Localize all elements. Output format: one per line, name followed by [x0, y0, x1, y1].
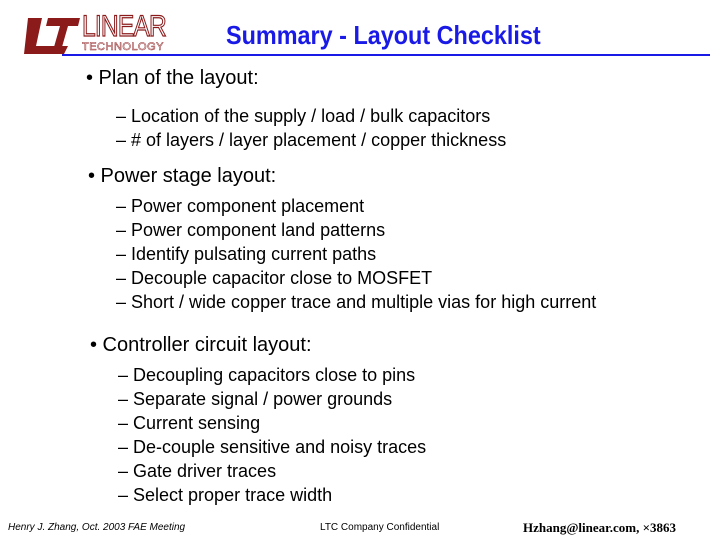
list-item: – Decouple capacitor close to MOSFET: [116, 268, 433, 288]
list-item: – Identify pulsating current paths: [116, 244, 377, 264]
section-controller: [90, 333, 426, 507]
list-item: – Decoupling capacitors close to pins: [118, 365, 416, 385]
title-divider: [62, 54, 710, 56]
logo-wordmark: LINEAR: [82, 10, 166, 43]
section-heading: • Controller circuit layout:: [90, 334, 312, 356]
list-item: – Location of the supply / load / bulk capacitors: [116, 106, 491, 126]
section-plan: [86, 66, 506, 152]
list-item: – De-couple sensitive and noisy traces: [118, 437, 427, 457]
section-heading: • Power stage layout:: [88, 165, 277, 187]
lt-logo-icon: [24, 10, 80, 56]
footer-contact: Hzhang@linear.com, ×3863: [523, 520, 676, 535]
list-item: – Power component land patterns: [116, 220, 386, 240]
footer-confidential: LTC Company Confidential: [320, 522, 440, 533]
section-power-stage: [88, 164, 596, 314]
list-item: – # of layers / layer placement / copper thickness: [116, 130, 507, 150]
list-item: – Gate driver traces: [118, 461, 277, 481]
list-item: – Short / wide copper trace and multiple vias for high current: [116, 292, 597, 312]
company-logo: [24, 10, 164, 56]
list-item: – Separate signal / power grounds: [118, 389, 393, 409]
list-item: – Current sensing: [118, 413, 261, 433]
section-heading: • Plan of the layout:: [86, 67, 259, 89]
slide-title: Summary - Layout Checklist: [226, 20, 541, 50]
footer-author: Henry J. Zhang, Oct. 2003 FAE Meeting: [8, 522, 186, 533]
list-item: – Power component placement: [116, 196, 365, 216]
logo-subtext: TECHNOLOGY: [82, 41, 165, 53]
list-item: – Select proper trace width: [118, 485, 333, 505]
